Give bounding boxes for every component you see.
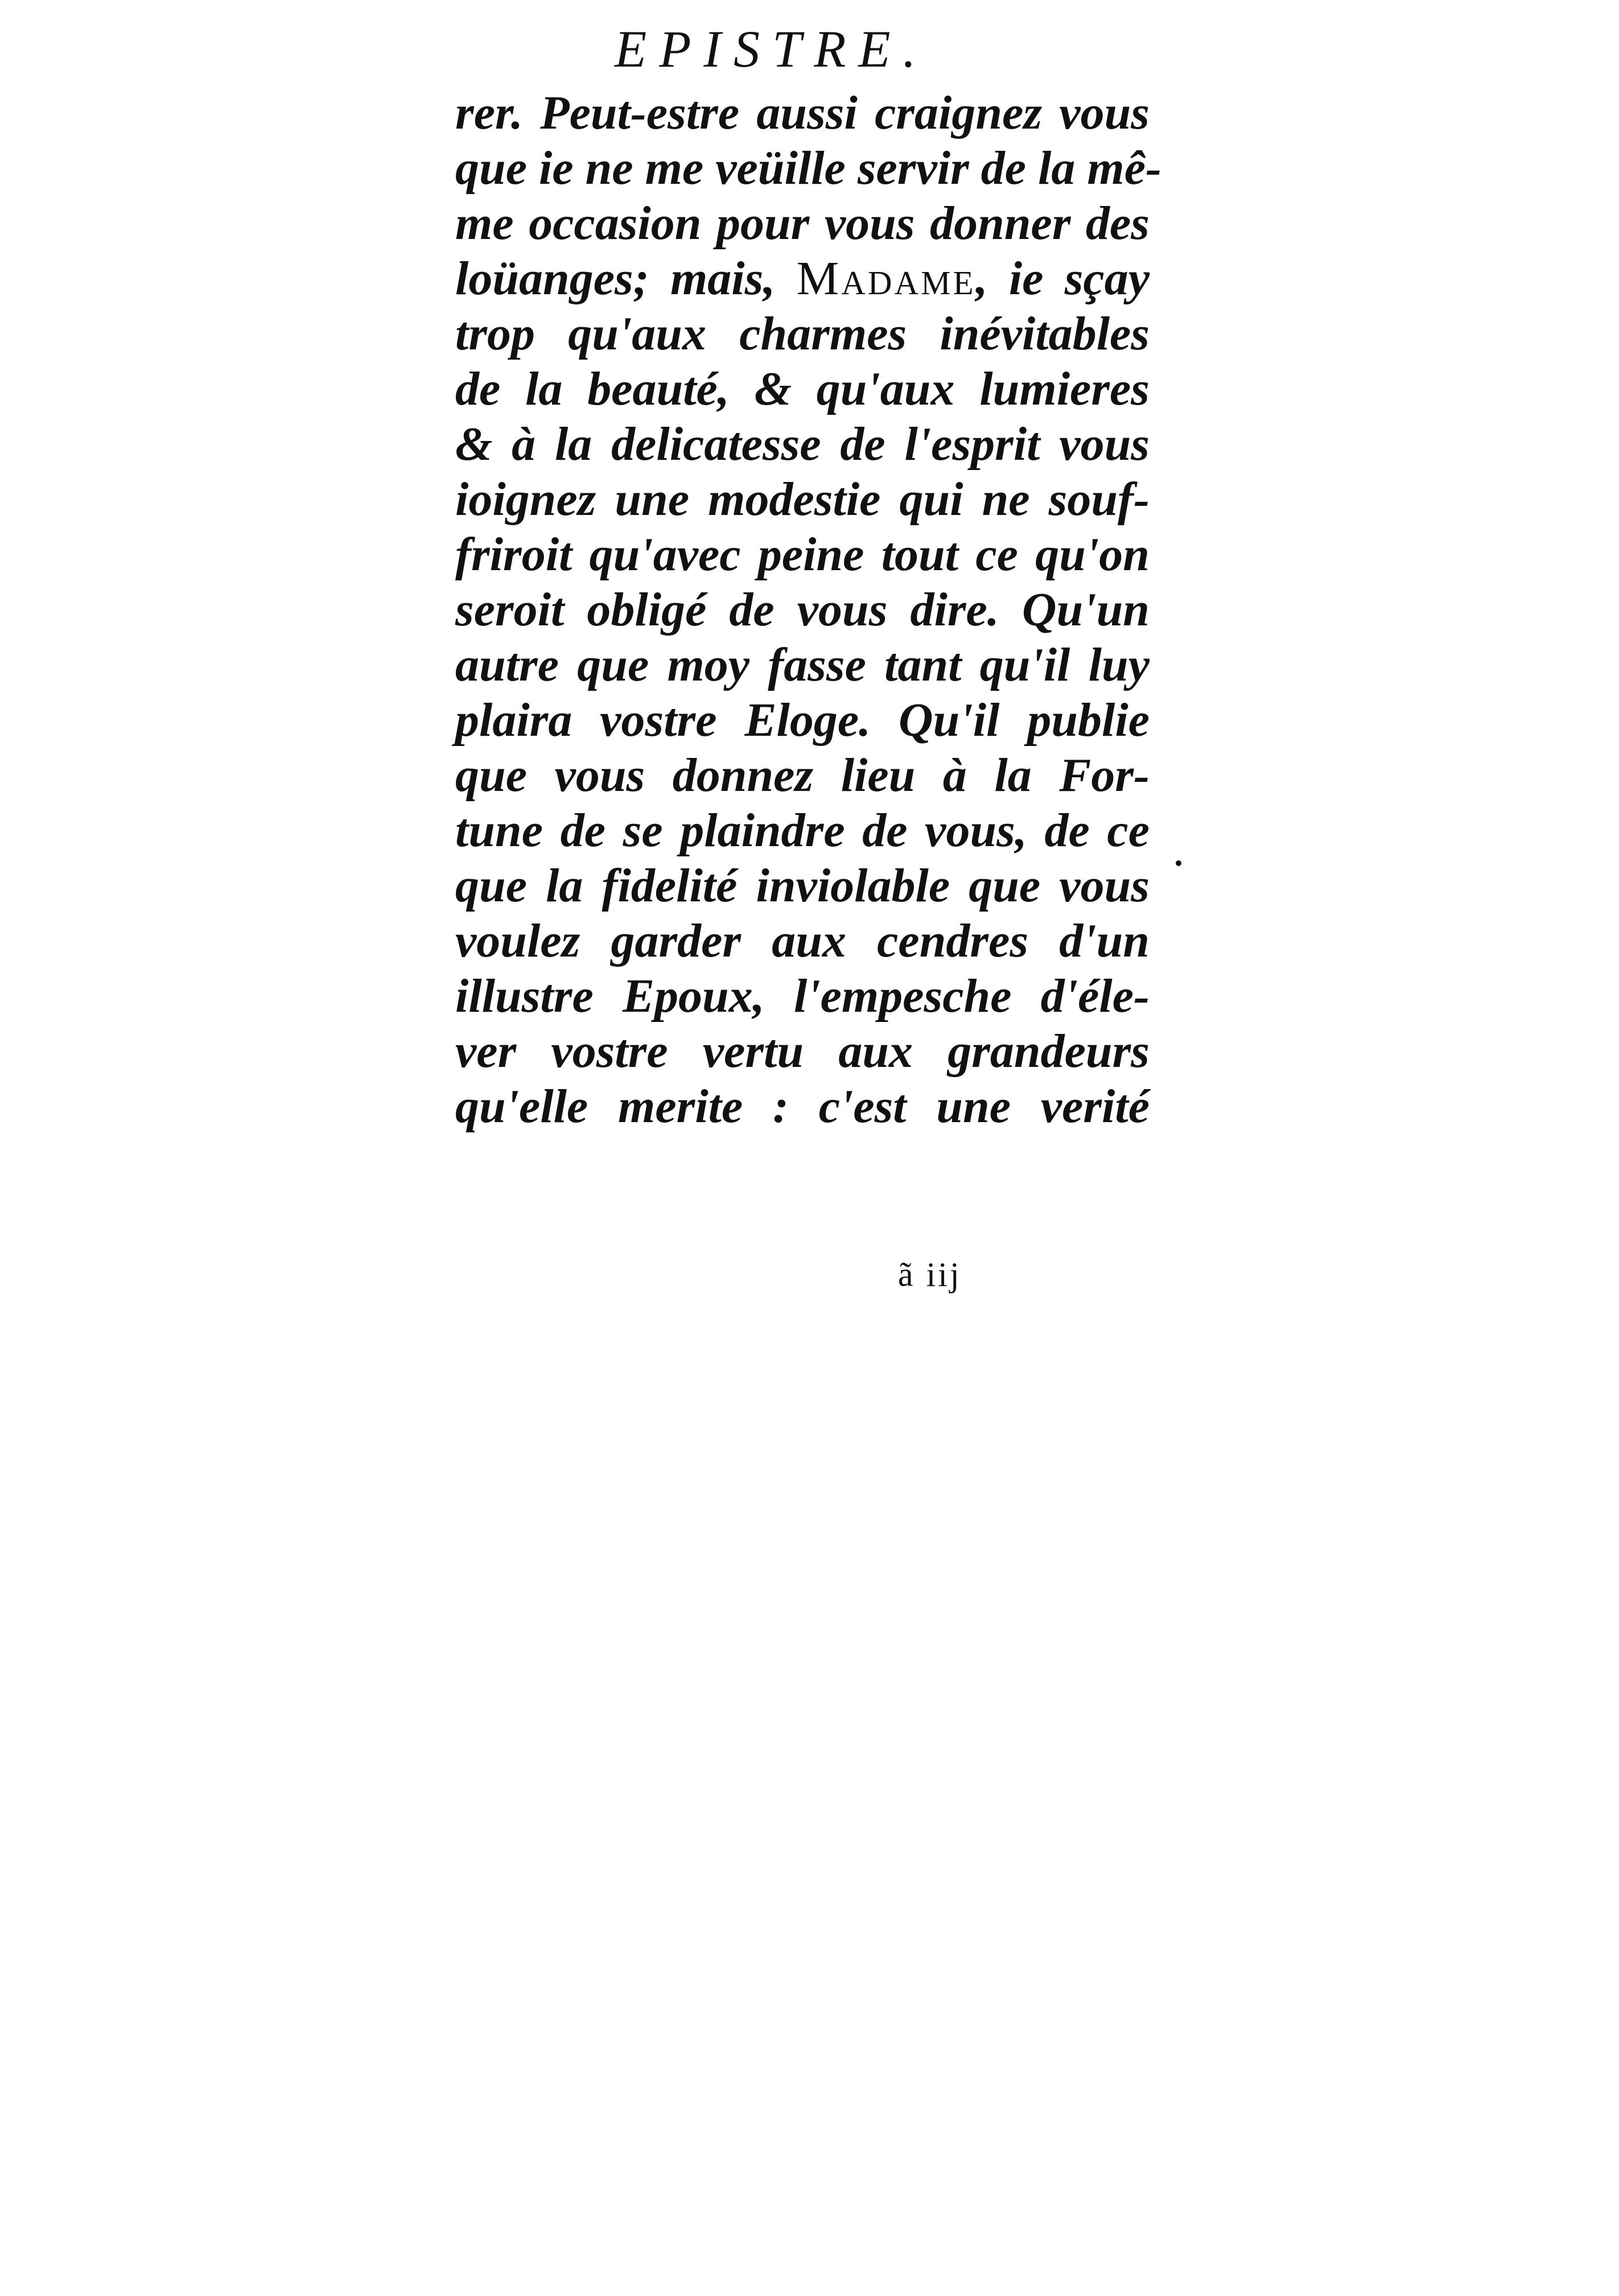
body-text	[455, 85, 1162, 1134]
text-line: rer. Peut-estre aussi craignez vous	[455, 86, 1150, 139]
text-line: que vous donnez lieu à la For-	[455, 749, 1150, 802]
text-line: tune de se plaindre de vous, de ce	[455, 804, 1150, 857]
text-line: que ie ne me veüille servir de la mê-	[455, 142, 1162, 195]
text-line	[455, 251, 1150, 306]
text-line: & à la delicatesse de l'esprit vous	[455, 418, 1150, 471]
text-line: voulez garder aux cendres d'un	[455, 914, 1150, 967]
text-line: ioignez une modestie qui ne souf-	[455, 473, 1150, 526]
text-line: me occasion pour vous donner des	[455, 197, 1150, 250]
ink-speck	[1176, 860, 1181, 866]
text-line: illustre Epoux, l'empesche d'éle-	[455, 970, 1150, 1023]
text-line: trop qu'aux charmes inévitables	[455, 307, 1150, 360]
text-line: seroit obligé de vous dire. Qu'un	[455, 583, 1150, 636]
text-line: qu'elle merite : c'est une verité	[455, 1080, 1150, 1133]
text-line: que la fidelité inviolable que vous	[455, 859, 1150, 912]
text-line-start: loüanges; mais,	[455, 252, 776, 305]
text-line: ver vostre vertu aux grandeurs	[455, 1025, 1150, 1078]
running-head: EPISTRE.	[615, 20, 929, 78]
text-line: autre que moy fasse tant qu'il luy	[455, 638, 1150, 691]
addressee-name: Madame	[796, 252, 976, 305]
text-line-end: , ie sçay	[975, 252, 1150, 305]
signature-mark: ã iij	[898, 1256, 962, 1293]
text-line: friroit qu'avec peine tout ce qu'on	[455, 528, 1150, 581]
text-line: plaira vostre Eloge. Qu'il publie	[455, 694, 1150, 747]
text-line: de la beauté, & qu'aux lumieres	[455, 362, 1150, 415]
